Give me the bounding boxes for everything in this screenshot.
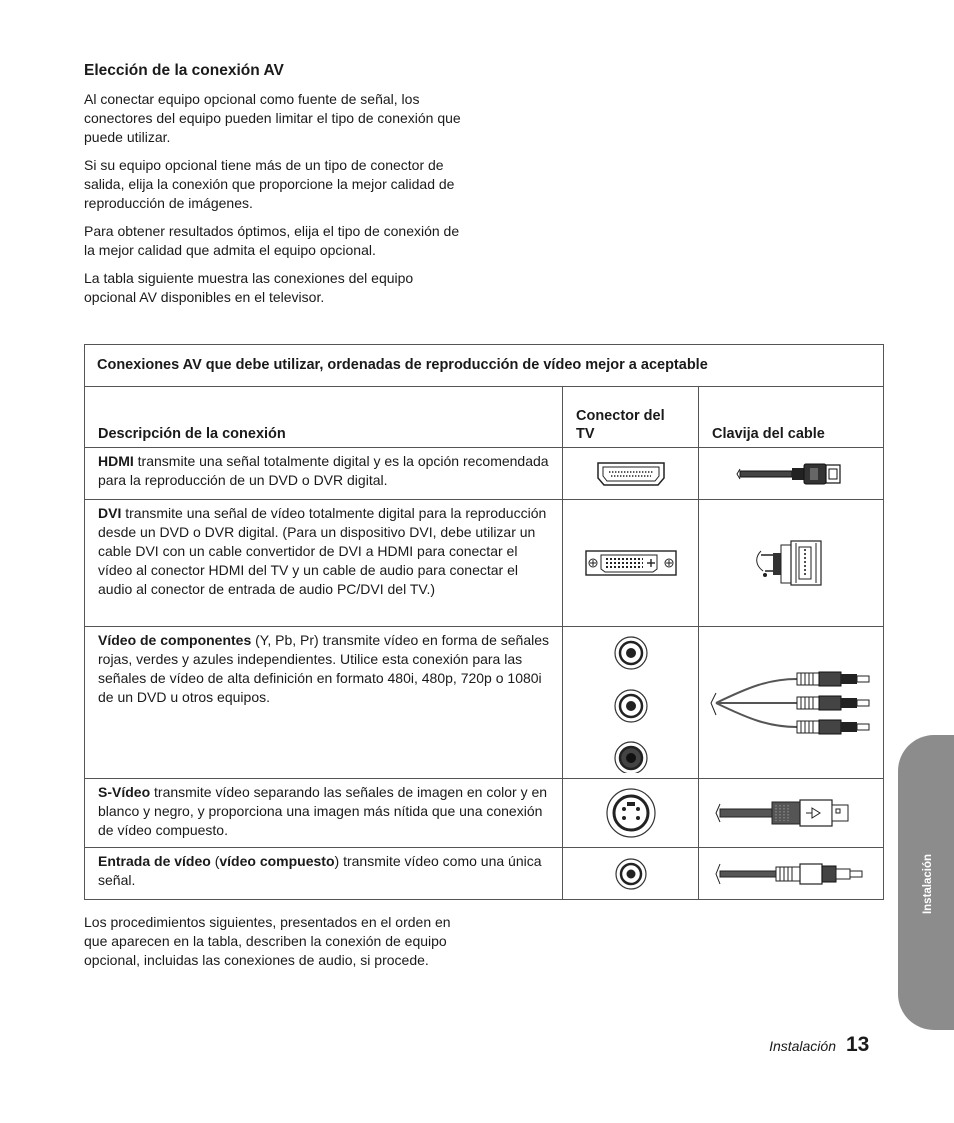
intro-paragraph: Al conectar equipo opcional como fuente de señal, los conectores del equipo pueden limitar el tipo de conexión que puede utilizar. [84,91,461,145]
section-heading: Elección de la conexión AV [84,62,284,79]
connection-text: transmite vídeo separando las señales de imagen en color y en blanco y negro, y proporciona una imagen más nítida que una conexión de vídeo compuesto. [98,784,548,838]
connection-text: ) transmite vídeo como una única señal. [98,853,542,888]
connection-name-secondary: vídeo compuesto [219,853,335,869]
intro-paragraph: Si su equipo opcional tiene más de un tipo de conector de salida, elija la conexión que proporcione la mejor calidad de reproducción de imágenes. [84,157,455,211]
dvi-plug-icon [751,535,831,591]
table-row-component [85,627,884,779]
tv-connector-cell [563,448,699,500]
connection-name: DVI [98,505,122,521]
s-video-plug-icon [714,796,869,830]
footer-section-name: Instalación [769,1038,836,1054]
cable-plug-cell [699,779,884,848]
row-description [85,448,563,500]
outro-paragraph: Los procedimientos siguientes, presentados en el orden en que aparecen en la tabla, describen la conexión de equipo opcional, incluidas las conexiones de audio, si procede. [84,914,451,968]
table-row-composite [85,848,884,900]
hdmi-port-icon [596,461,666,487]
connection-text: (Y, Pb, Pr) transmite vídeo en forma de señales rojas, verdes y azules independientes. Utilice esta conexión para las señales de vídeo de alta definición en formato 480i, 480p, 720p o 1080i de un DVD u otros equipos. [98,632,550,705]
av-connections-table [84,344,884,900]
rca-jack-icon [611,633,651,773]
connection-text: transmite una señal de vídeo totalmente digital para la reproducción desde un DVD o DVR digital. (Para un dispositivo DVI, debe utilizar un cable DVI con un cable convertidor de DVI a HDMI para conectar el vídeo al conector HDMI del TV y un cable de audio para conectar el audio al conector de entrada de audio PC/DVI del TV.) [98,505,547,597]
row-description [85,500,563,627]
connection-name: Vídeo de componentes [98,632,252,648]
table-row-dvi [85,500,884,627]
intro-paragraph: La tabla siguiente muestra las conexiones del equipo opcional AV disponibles en el televisor. [84,270,414,305]
row-description [85,779,563,848]
header-connector: Conector del TV [563,387,699,448]
s-video-port-icon [605,787,657,839]
tv-connector-cell [563,848,699,900]
table-row-hdmi [85,448,884,500]
cable-plug-cell [699,627,884,779]
page-number: 13 [846,1033,870,1056]
row-description [85,848,563,900]
rca-jack-icon [614,857,648,891]
cable-plug-cell [699,448,884,500]
component-cable-icon [709,671,874,735]
cable-plug-cell [699,848,884,900]
tv-connector-cell [563,500,699,627]
connection-text: transmite una señal totalmente digital y es la opción recomendada para la reproducción de un DVD o DVR digital. [98,453,549,488]
row-description [85,627,563,779]
intro-paragraph: Para obtener resultados óptimos, elija el tipo de conexión de la mejor calidad que admita el equipo opcional. [84,223,460,258]
tv-connector-cell [563,779,699,848]
connection-name: HDMI [98,453,134,469]
header-plug: Clavija del cable [699,387,884,448]
table-row-s-video [85,779,884,848]
intro-text [84,90,464,316]
tv-connector-cell [563,627,699,779]
connection-text: ( [210,853,220,869]
chapter-side-tab-label-wrap [918,841,938,926]
outro-text [84,913,464,979]
hdmi-plug-icon [736,460,846,488]
cable-plug-cell [699,500,884,627]
rca-plug-icon [714,859,869,889]
connection-name: Entrada de vídeo [98,853,211,869]
chapter-side-tab-label: Instalación [922,853,934,914]
table-title: Conexiones AV que debe utilizar, ordenadas de reproducción de vídeo mejor a aceptable [85,345,884,387]
header-description: Descripción de la conexión [85,387,563,448]
connection-name: S-Vídeo [98,784,151,800]
dvi-port-icon [585,549,677,577]
